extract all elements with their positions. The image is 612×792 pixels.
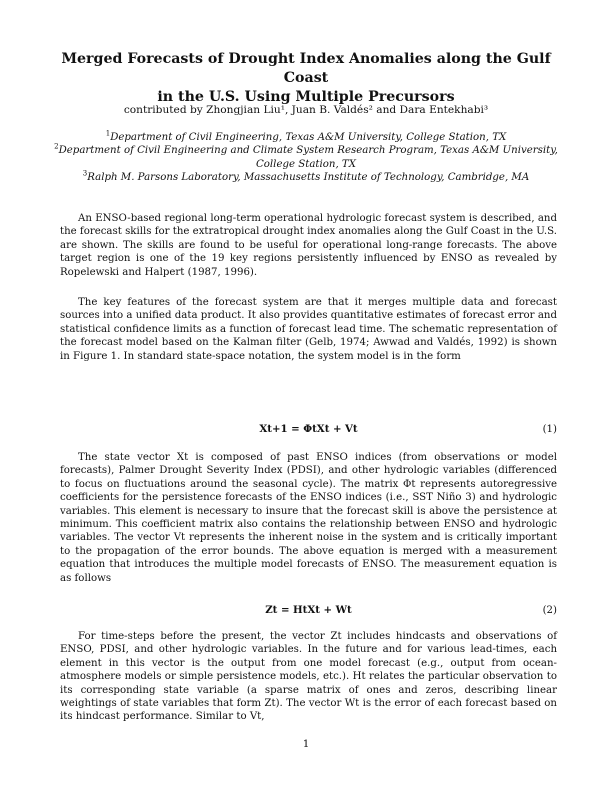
body-paragraph-2 [60,296,557,363]
equation-expression: Zt = HtXt + Wt [265,604,352,616]
paragraph-text: For time-steps before the present, the vector Zt includes hindcasts and observations of ENSO, PDSI, and other hydrologic variables. In the future and for various lead-times, each element in this vector is the output from one model forecast (e.g., output from ocean-atmosphere models or simple persistence models, etc.). Ht relates the particular observation to its corresponding state variable (a sparse matrix of ones and zeros, describing linear weightings of state variables that form Zt). The vector Wt is the error of each forecast based on its hindcast performance. Similar to Vt, [60,631,557,723]
paragraph-text: The state vector Xt is composed of past ENSO indices (from observations or model forecasts), Palmer Drought Severity Index (PDSI), and other hydrologic variables (differenced to focus on fluctuations around the seasonal cycle). The matrix Φt represents autoregressive coefficients for the persistence forecasts of the ENSO indices (i.e., SST Niño 3) and hydrologic variables. This element is necessary to insure that the forecast skill is above the persistence at minimum. This coefficient matrix also contains the relationship between ENSO and hydrologic variables. The vector Vt represents the inherent noise in the system and is critically important to the propagation of the error bounds. The above equation is merged with a measurement equation that introduces the multiple model forecasts of ENSO. The measurement equation is as follows [60,452,557,584]
affiliation-number: 3 [82,169,88,178]
equation-expression: Xt+1 = ΦtXt + Vt [259,423,358,435]
affiliation-1 [40,131,572,144]
paragraph-text: An ENSO-based regional long-term operational hydrologic forecast system is described, and the forecast skills for the extratropical drought index anomalies along the Gulf Coast in the U.S. are shown. The skills are found to be useful for operational long-range forecasts. The above target region is one of the 19 key regions persistently influenced by ENSO as revealed by Ropelewski and Halpert (1987, 1996). [60,213,557,278]
affiliation-text: Department of Civil Engineering and Climate System Research Program, Texas A&M University, College Station, TX [58,145,558,170]
affiliation-text: Department of Civil Engineering, Texas A&M University, College Station, TX [110,132,507,143]
byline: contributed by Zhongjian Liu¹, Juan B. Valdés² and Dara Entekhabi³ [123,104,489,116]
paper-title [40,50,572,107]
title-line-2: in the U.S. Using Multiple Precursors [157,89,455,105]
body-paragraph-1 [60,212,557,279]
affiliation-text: Ralph M. Parsons Laboratory, Massachusetts Institute of Technology, Cambridge, MA [87,171,530,183]
affiliations [40,131,572,184]
body-paragraph-4 [60,630,557,724]
equation-number: (1) [542,424,557,435]
equation-number: (2) [542,605,557,616]
affiliation-3 [40,171,572,184]
paragraph-text: The key features of the forecast system are that it merges multiple data and forecast sources into a unified data product. It also provides quantitative estimates of forecast error and statistical confidence limits as a function of forecast lead time. The schematic representation of the forecast model based on the Kalman filter (Gelb, 1974; Awwad and Valdés, 1992) is shown in Figure 1. In standard state-space notation, the system model is in the form [60,297,557,362]
page-number: 1 [302,738,310,750]
affiliation-2 [40,144,572,171]
body-paragraph-3 [60,451,557,585]
title-line-1: Merged Forecasts of Drought Index Anomalies along the Gulf Coast [61,51,551,86]
affiliation-number: 2 [54,142,59,151]
affiliation-number: 1 [105,129,111,138]
